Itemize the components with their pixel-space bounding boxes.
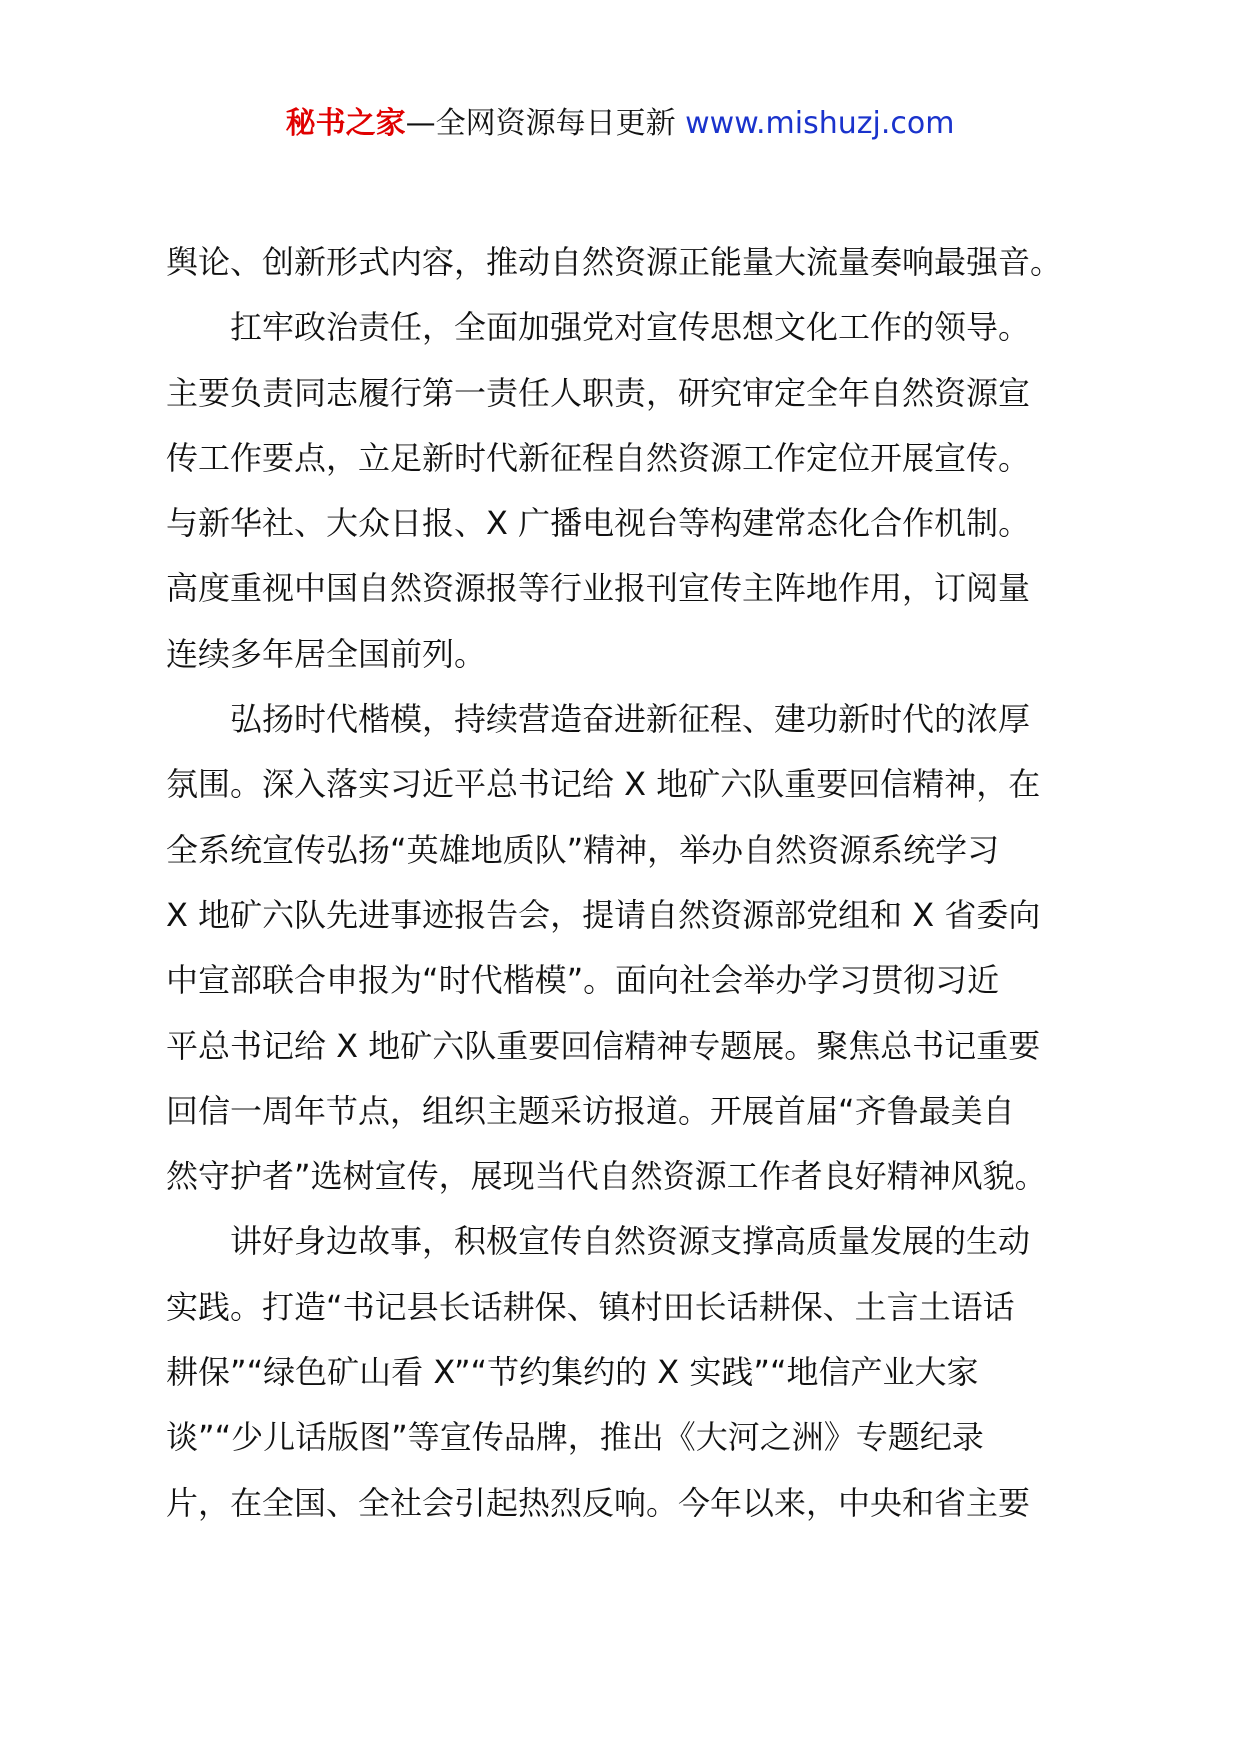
text-line: 中宣部联合申报为“时代楷模”。面向社会举办学习贯彻习近: [166, 961, 1000, 1000]
text-line: 高度重视中国自然资源报等行业报刊宣传主阵地作用，订阅量: [166, 569, 1031, 608]
text-line: 平总书记给 X 地矿六队重要回信精神专题展。聚焦总书记重要: [166, 1026, 1041, 1065]
text-line: 氛围。深入落实习近平总书记给 X 地矿六队重要回信精神，在: [166, 765, 1041, 804]
page-header: [0, 102, 1240, 146]
text-line: 实践。打造“书记县长话耕保、镇村田长话耕保、土言土语话: [166, 1287, 1015, 1326]
brand-name: 秘书之家: [285, 106, 406, 141]
text-line: 谈”“少儿话版图”等宣传品牌，推出《大河之洲》专题纪录: [166, 1418, 984, 1457]
text-line: 连续多年居全国前列。: [166, 634, 487, 673]
text-line: 扛牢政治责任，全面加强党对宣传思想文化工作的领导。: [166, 308, 1031, 347]
text-line: 全系统宣传弘扬“英雄地质队”精神，举办自然资源系统学习: [166, 830, 1000, 869]
text-line: 舆论、创新形式内容，推动自然资源正能量大流量奏响最强音。: [166, 243, 1063, 281]
text-line: 耕保”“绿色矿山看 X”“节约集约的 X 实践”“地信产业大家: [166, 1353, 979, 1392]
website-url[interactable]: www.mishuzj.com: [685, 106, 955, 141]
text-line: 传工作要点，立足新时代新征程自然资源工作定位开展宣传。: [166, 438, 1031, 477]
text-line: 然守护者”选树宣传，展现当代自然资源工作者良好精神风貌。: [166, 1157, 1047, 1196]
header-tagline: —全网资源每日更新: [405, 106, 676, 141]
document-body: [166, 242, 1086, 1548]
text-line: X 地矿六队先进事迹报告会，提请自然资源部党组和 X 省委向: [166, 895, 1041, 934]
text-line: 主要负责同志履行第一责任人职责，研究审定全年自然资源宣: [166, 373, 1031, 412]
text-line: 回信一周年节点，组织主题采访报道。开展首届“齐鲁最美自: [166, 1091, 1015, 1130]
text-line: 与新华社、大众日报、X 广播电视台等构建常态化合作机制。: [166, 504, 1031, 543]
text-line: 片，在全国、全社会引起热烈反响。今年以来，中央和省主要: [166, 1483, 1031, 1522]
text-line: 弘扬时代楷模，持续营造奋进新征程、建功新时代的浓厚: [166, 700, 1031, 739]
text-line: 讲好身边故事，积极宣传自然资源支撑高质量发展的生动: [166, 1222, 1031, 1261]
